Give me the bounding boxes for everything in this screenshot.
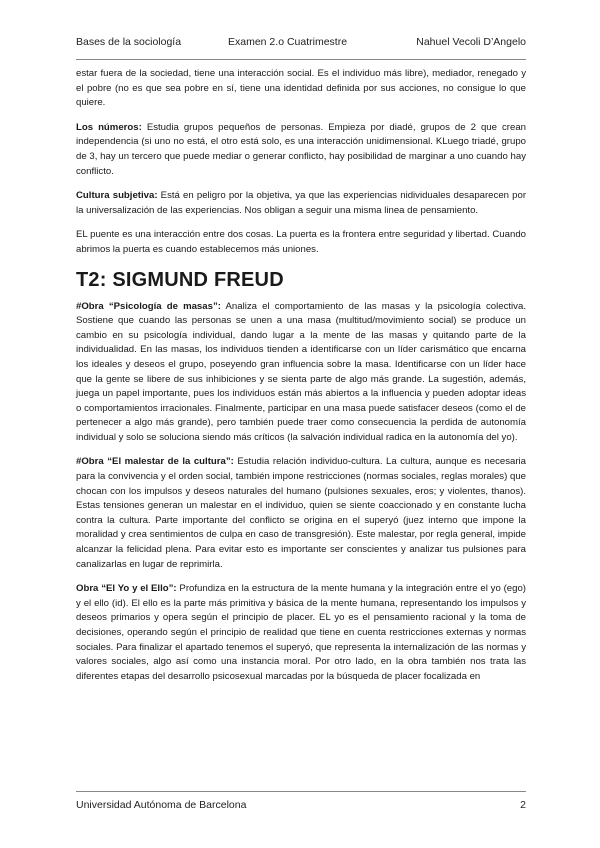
paragraph-intro: estar fuera de la sociedad, tiene una interacción social. Es el individuo más libre), mediador, renegado y el pobre (no es que sea pobre en sí, tiene una identidad definida por sus acciones, no consigue lo que quiere.	[76, 68, 526, 109]
term-psicologia-masas: #Obra “Psicología de masas”:	[76, 300, 221, 312]
header-author-name: Nahuel Vecoli D’Angelo	[416, 36, 526, 48]
paragraph-los-numeros	[76, 121, 526, 179]
paragraph-puente-puerta: EL puente es una interacción entre dos cosas. La puerta es la frontera entre seguridad y libertad. Cuando abrimos la puerta es cuando establecemos más uniones.	[76, 229, 526, 255]
page-number: 2	[520, 799, 526, 811]
term-yo-ello: Obra “El Yo y el Ello”:	[76, 583, 177, 595]
term-cultura-subjetiva: Cultura subjetiva:	[76, 190, 158, 202]
paragraph-malestar-cultura-text: Estudia relación individuo-cultura. La cultura, aunque es necesaria para la convivencia y el orden social, también impone restricciones (normas sociales, reglas morales) que chocan con los impulsos y deseos naturales del humano (pulsiones sexuales, eros; y violentes, thanos). Estas tensiones generan un malestar en el individuo, quien se siente coaccionado y en constante lucha contra la cultura. Parte importante del conflicto se origina en el superyó (juez interno que impone la moralidad y crea sentimientos de culpa en caso de transgresión). Este malestar, por regla general, impide alcanzar la felicidad plena. Para evitar esto es importante ser conscientes y analizar tus pulsiones para canalizarlas en lugar de reprimirla.	[76, 456, 527, 570]
paragraph-psicologia-masas	[76, 300, 526, 446]
page-header	[76, 36, 526, 50]
paragraph-malestar-cultura	[76, 455, 526, 572]
page-body	[76, 67, 526, 694]
paragraph-yo-ello-text: Profundiza en la estructura de la mente humana y la integración entre el yo (ego) y el ello (id). El ello es la parte más primitiva y básica de la mente humana, representando los impulsos y deseos primarios y opera según el principio de placer. EL yo es el pensamiento racional y la toma de decisiones, operando según el principio de realidad que tiene en cuenta restricciones externas y normas sociales. Para finalizar el apartado tenemos el superyó, que representa la internalización de las normas y valores sociales, algo así como una instancia moral. Por otro lado, en la obra también nos trata las diferentes etapas del desarrollo psicosexual marcadas por la búsqueda de placer focalizada en	[76, 583, 526, 682]
header-exam-name: Examen 2.o Cuatrimestre	[228, 36, 348, 48]
header-course-name: Bases de la sociología	[76, 36, 182, 48]
paragraph-cultura-subjetiva	[76, 189, 526, 218]
section-title: T2: SIGMUND FREUD	[76, 268, 284, 291]
footer-university: Universidad Autónoma de Barcelona	[76, 799, 247, 811]
paragraph-los-numeros-text: Estudia grupos pequeños de personas. Empieza por diadé, grupos de 2 que crean independencia (si uno no está, el otro está solo, es una interacción unidimensional. KLuego triadé, grupo de 3, hay un tercero que puede mediar o generar conflicto, hay posibilidad de marginar a uno cuando hay conflicto.	[76, 121, 526, 177]
footer-divider	[76, 791, 526, 792]
paragraph-cultura-subjetiva-text: Está en peligro por la objetiva, ya que las experiencias nidividuales desaparecen por la universalización de las experiencias. Nos obligan a seguir una misma linea de pensamiento.	[76, 190, 527, 216]
paragraph-psicologia-masas-text: Analiza el comportamiento de las masas y la psicología colectiva. Sostiene que cuando las personas se unen a una masa (multitud/movimiento social) se produce un cambio en su psicología individual, dando lugar a la mente de las masas y quitando parte de la individualidad. En las masas, los individuos tienden a identificarse con un líder carismático que encarna los ideales y deseos el grupo, poseyendo gran influencia sobre la masa. Identificarse con un líder hace que la gente se libere de sus inhibiciones y se sienta parte de algo más grande. La sugestión, además, juega un papel importante, pues los individuos están más abiertos a la influencia y pueden adoptar ideas o comportamientos irracionales. Finalmente, participar en una masa puede satisfacer deseos (como el de pertenecer a algo más grande), pero también puede traer como consecuencia la perdida de autonomía individual y solo se soluciona siendo más críticos (la salvación individual radica en la autonomía del yo).	[76, 300, 526, 443]
page-footer	[76, 799, 526, 813]
term-malestar-cultura: #Obra “El malestar de la cultura”:	[76, 456, 234, 468]
header-divider	[76, 59, 526, 60]
paragraph-yo-ello	[76, 582, 526, 684]
term-los-numeros: Los números:	[76, 121, 142, 133]
